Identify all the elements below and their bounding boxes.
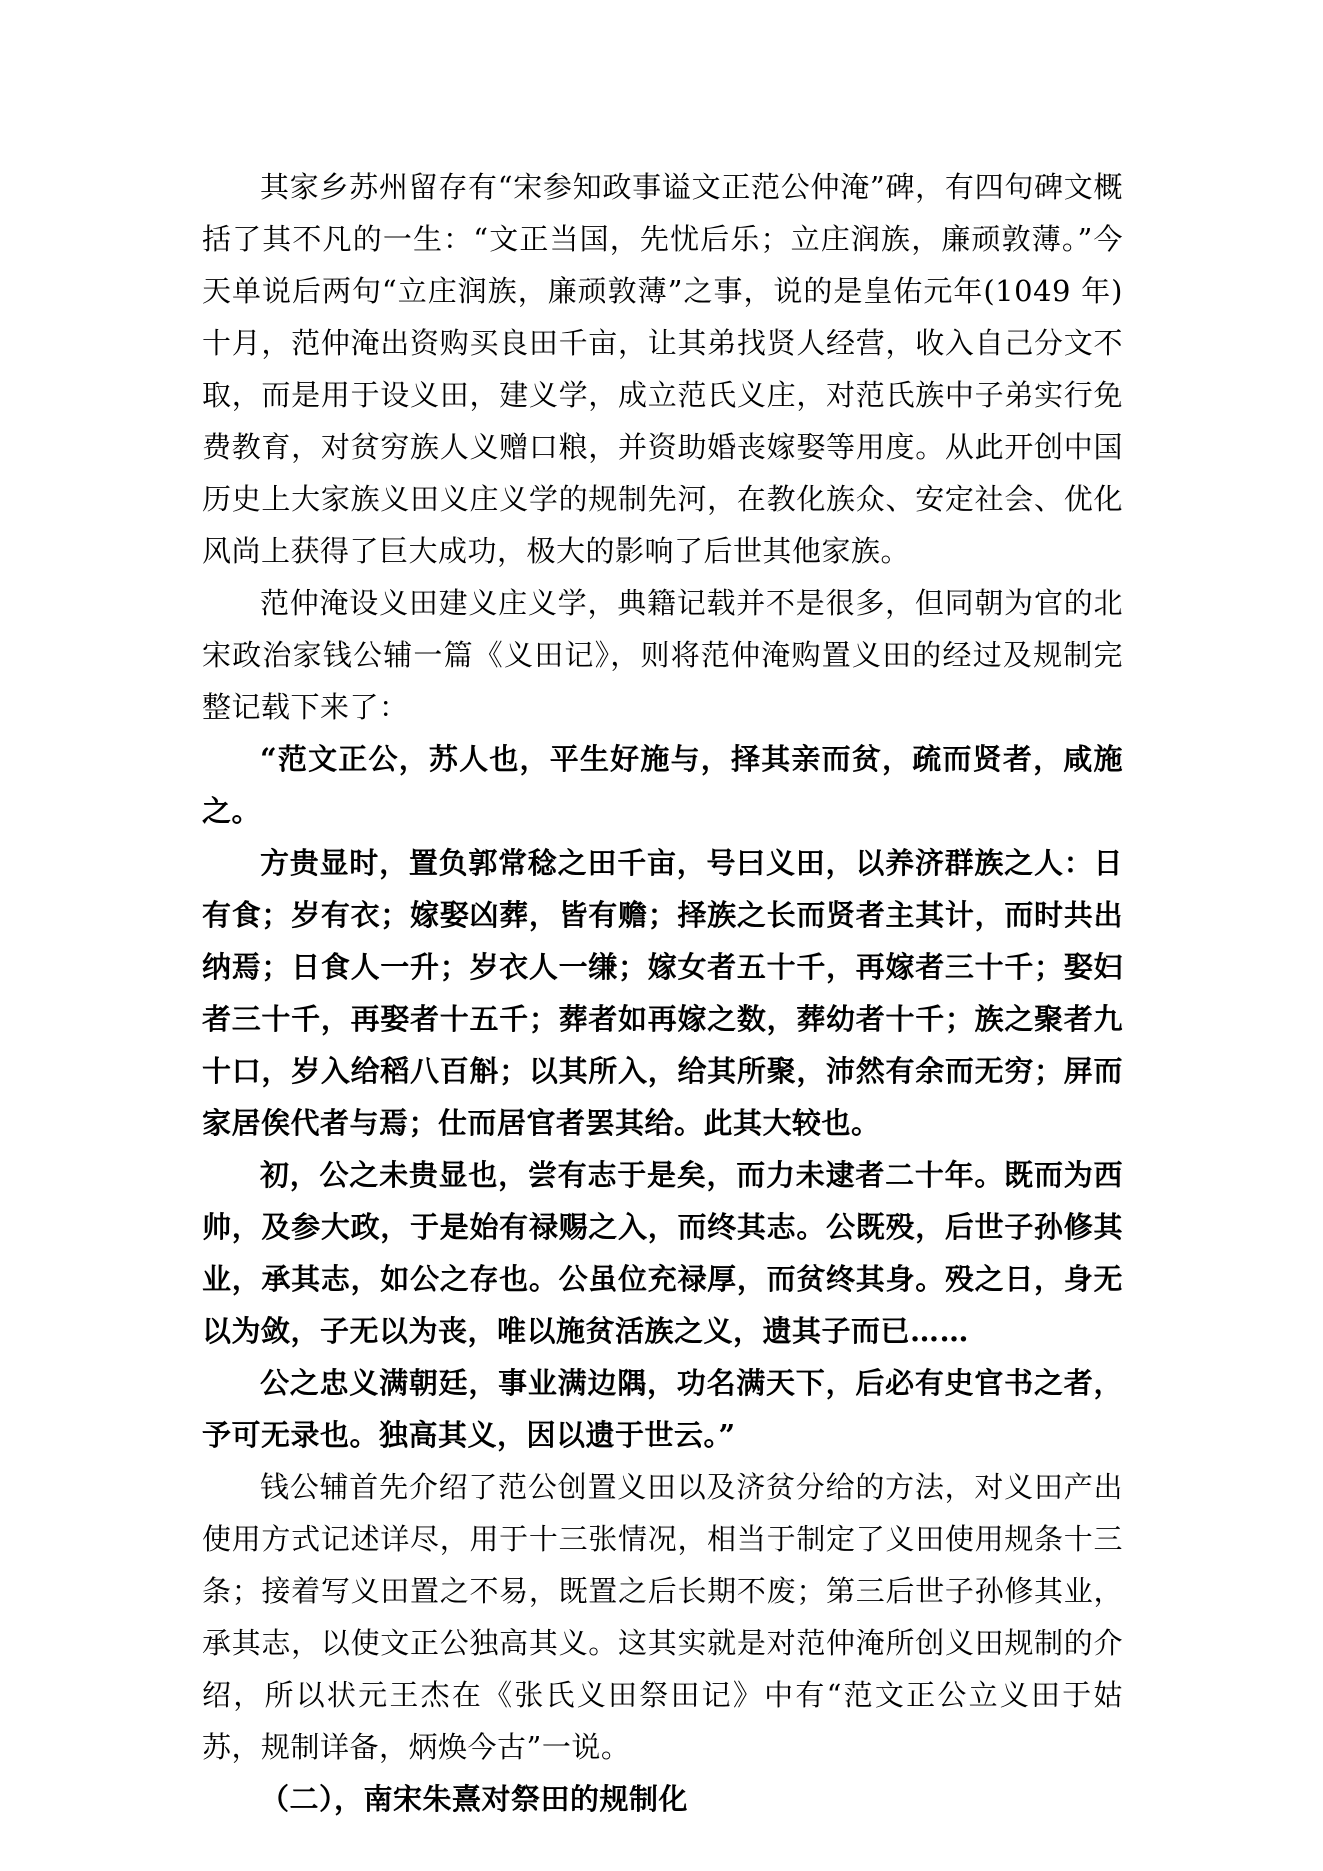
paragraph-intro-stele: 其家乡苏州留存有“宋参知政事谥文正范公仲淹”碑，有四句碑文概括了其不凡的一生：“文正当国，先忧后乐；立庄润族，廉顽敦薄。”今天单说后两句“立庄润族，廉顽敦薄”之事，说的是皇佑元年(1049 年)十月，范仲淹出资购买良田千亩，让其弟找贤人经营，收入自己分文不取，而是用于设义田，建义学，成立范氏义庄，对范氏族中子弟实行免费教育，对贫穷族人义赠口粮，并资助婚丧嫁娶等用度。从此开创中国历史上大家族义田义庄义学的规制先河，在教化族众、安定社会、优化风尚上获得了巨大成功，极大的影响了后世其他家族。 <box>202 170 1123 568</box>
quote-paragraph-1: “范文正公，苏人也，平生好施与，择其亲而贫，疏而贤者，咸施之。 <box>202 742 1123 828</box>
quote-paragraph-3: 初，公之未贵显也，尝有志于是矣，而力未逮者二十年。既而为西帅，及参大政，于是始有禄赐之入，而终其志。公既殁，后世子孙修其业，承其志，如公之存也。公虽位充禄厚，而贫终其身。殁之日，身无以为敛，子无以为丧，唯以施贫活族之义，遗其子而已…… <box>202 1158 1123 1348</box>
quote-paragraph-4: 公之忠义满朝廷，事业满边隅，功名满天下，后必有史官书之者，予可无录也。独高其义，因以遗于世云。” <box>202 1366 1123 1452</box>
paragraph-commentary: 钱公辅首先介绍了范公创置义田以及济贫分给的方法，对义田产出使用方式记述详尽，用于十三张情况，相当于制定了义田使用规条十三条；接着写义田置之不易，既置之后长期不废；第三后世子孙修其业，承其志，以使文正公独高其义。这其实就是对范仲淹所创义田规制的介绍，所以状元王杰在《张氏义田祭田记》中有“范文正公立义田于姑苏，规制详备，炳焕今古”一说。 <box>202 1470 1123 1764</box>
paragraph-yitianji-intro: 范仲淹设义田建义庄义学，典籍记载并不是很多，但同朝为官的北宋政治家钱公辅一篇《义田记》，则将范仲淹购置义田的经过及规制完整记载下来了： <box>202 586 1123 724</box>
quote-paragraph-2: 方贵显时，置负郭常稔之田千亩，号曰义田，以养济群族之人：日有食；岁有衣；嫁娶凶葬，皆有赡；择族之长而贤者主其计，而时共出纳焉；日食人一升；岁衣人一缣；嫁女者五十千，再嫁者三十千；娶妇者三十千，再娶者十五千；葬者如再嫁之数，葬幼者十千；族之聚者九十口，岁入给稻八百斛；以其所入，给其所聚，沛然有余而无穷；屏而家居俟代者与焉；仕而居官者罢其给。此其大较也。 <box>202 846 1123 1140</box>
section-heading-two: （二），南宋朱熹对祭田的规制化 <box>260 1782 689 1816</box>
